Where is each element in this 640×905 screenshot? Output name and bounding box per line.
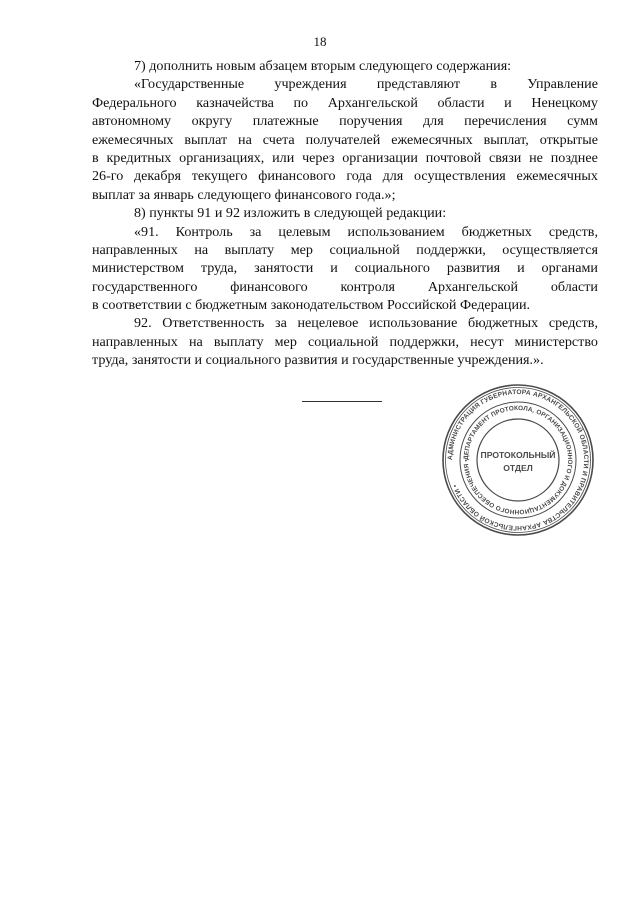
word: связи: [489, 149, 522, 166]
word: «91.: [134, 223, 159, 240]
word: использованием: [347, 223, 445, 240]
text-line: [92, 241, 598, 259]
word: бюджетных: [468, 315, 539, 332]
page-number: 18: [313, 34, 327, 49]
word: труда,: [200, 260, 238, 277]
word: автономному: [92, 113, 172, 130]
word: Архангельской: [427, 278, 518, 295]
word: или: [272, 149, 295, 166]
word: целевым: [278, 223, 331, 240]
word: для: [423, 113, 444, 130]
word: направленных: [92, 241, 178, 258]
word: нецелевое: [297, 315, 359, 332]
word: осуществления: [414, 168, 506, 185]
word: поддержки,: [416, 241, 486, 258]
word: через: [302, 149, 335, 166]
stamp-center-line-1: ПРОТОКОЛЬНЫЙ: [480, 450, 556, 460]
stamp-outer-ring-text: АДМИНИСТРАЦИЯ ГУБЕРНАТОРА АРХАНГЕЛЬСКОЙ ОБЛАСТИ И ПРАВИТЕЛЬСТВА АРХАНГЕЛЬСКОЙ ОБЛАСТИ •: [446, 388, 590, 532]
word: развития: [446, 260, 501, 277]
word: Ответственность: [162, 315, 265, 332]
word: Ненецкому: [531, 94, 598, 111]
word: на: [194, 241, 209, 258]
text-line: [92, 149, 598, 167]
word: органами: [541, 260, 598, 277]
stamp-center-line-2: ОТДЕЛ: [503, 463, 533, 473]
text-line: [92, 94, 598, 112]
word: и: [517, 260, 525, 277]
text-line: в соответствии с бюджетным законодательством Российской Федерации.: [92, 297, 531, 314]
word: Управление: [527, 76, 598, 93]
word: позднее: [550, 149, 598, 166]
word: в: [490, 76, 497, 93]
word: выплату: [213, 333, 264, 350]
word: ежемесячных: [516, 168, 598, 185]
word: средств,: [548, 315, 598, 332]
word: бюджетных: [461, 223, 532, 240]
word: по: [293, 94, 309, 111]
word: средств,: [548, 223, 598, 240]
word: выплату: [224, 241, 275, 258]
word: Контроль: [175, 223, 233, 240]
document-body: [92, 57, 598, 370]
word: занятости: [254, 260, 314, 277]
text-line: [92, 75, 598, 93]
word: выплат,: [483, 131, 529, 148]
word: области: [437, 94, 485, 111]
word: кредитных: [106, 149, 172, 166]
word: мер: [274, 333, 297, 350]
text-line: труда, занятости и социального развития и государственные учреждения.».: [92, 352, 544, 369]
text-line: 8) пункты 91 и 92 изложить в следующей редакции:: [134, 205, 447, 222]
word: за: [275, 315, 287, 332]
word: ежемесячных: [391, 131, 473, 148]
word: года: [346, 168, 372, 185]
word: министерство: [514, 333, 598, 350]
word: учреждения: [274, 76, 347, 93]
word: 92.: [134, 315, 152, 332]
word: Федерального: [92, 94, 177, 111]
word: на: [188, 333, 203, 350]
word: на: [238, 131, 252, 148]
word: сумм: [567, 113, 598, 130]
word: перечисления: [464, 113, 547, 130]
word: счета: [262, 131, 295, 148]
word: представляют: [376, 76, 461, 93]
word: платежные: [252, 113, 319, 130]
word: использование: [369, 315, 458, 332]
word: округу: [191, 113, 233, 130]
word: поддержки,: [389, 333, 459, 350]
word: поручения: [339, 113, 403, 130]
word: выплат: [184, 131, 228, 148]
word: для: [382, 168, 404, 185]
word: «Государственные: [134, 76, 245, 93]
text-line: 7) дополнить новым абзацем вторым следующего содержания:: [134, 58, 512, 74]
text-line: [92, 278, 598, 296]
word: министерством: [92, 260, 184, 277]
word: казначейства: [196, 94, 274, 111]
word: осуществляется: [502, 241, 598, 258]
text-line: [92, 131, 598, 149]
word: и: [330, 260, 338, 277]
text-line: [92, 223, 598, 241]
word: социальной: [308, 333, 379, 350]
word: социальной: [329, 241, 400, 258]
word: 26-го: [92, 168, 124, 185]
word: социального: [354, 260, 430, 277]
word: направленных: [92, 333, 178, 350]
word: и: [504, 94, 512, 111]
word: мер: [290, 241, 313, 258]
word: Архангельской: [327, 94, 418, 111]
text-line: [92, 259, 598, 277]
official-stamp: [440, 382, 596, 538]
word: контроля: [340, 278, 395, 295]
stamp-seal-icon: [440, 382, 596, 538]
word: в: [92, 149, 99, 166]
word: финансового: [258, 168, 336, 185]
word: получателей: [305, 131, 381, 148]
word: несут: [470, 333, 504, 350]
word: декабря: [134, 168, 182, 185]
word: организациях,: [179, 149, 265, 166]
word: государственного: [92, 278, 198, 295]
text-line: [92, 333, 598, 351]
stamp-inner-ring-text: ДЕПАРТАМЕНТ ПРОТОКОЛА, ОРГАНИЗАЦИОННОГО И ДОКУМЕНТАЦИОННОГО ОБЕСПЕЧЕНИЯ •: [462, 404, 574, 516]
text-line: выплат за январь следующего финансового года.»;: [92, 186, 396, 203]
word: организации: [342, 149, 418, 166]
word: почтовой: [425, 149, 482, 166]
word: области: [550, 278, 598, 295]
text-line: [92, 167, 598, 185]
closing-divider: [302, 401, 382, 402]
word: текущего: [191, 168, 248, 185]
word: за: [249, 223, 262, 240]
text-line: [92, 314, 598, 332]
word: не: [529, 149, 543, 166]
word: ежемесячных: [92, 131, 174, 148]
word: финансового: [230, 278, 308, 295]
word: открытые: [539, 131, 598, 148]
text-line: [92, 112, 598, 130]
